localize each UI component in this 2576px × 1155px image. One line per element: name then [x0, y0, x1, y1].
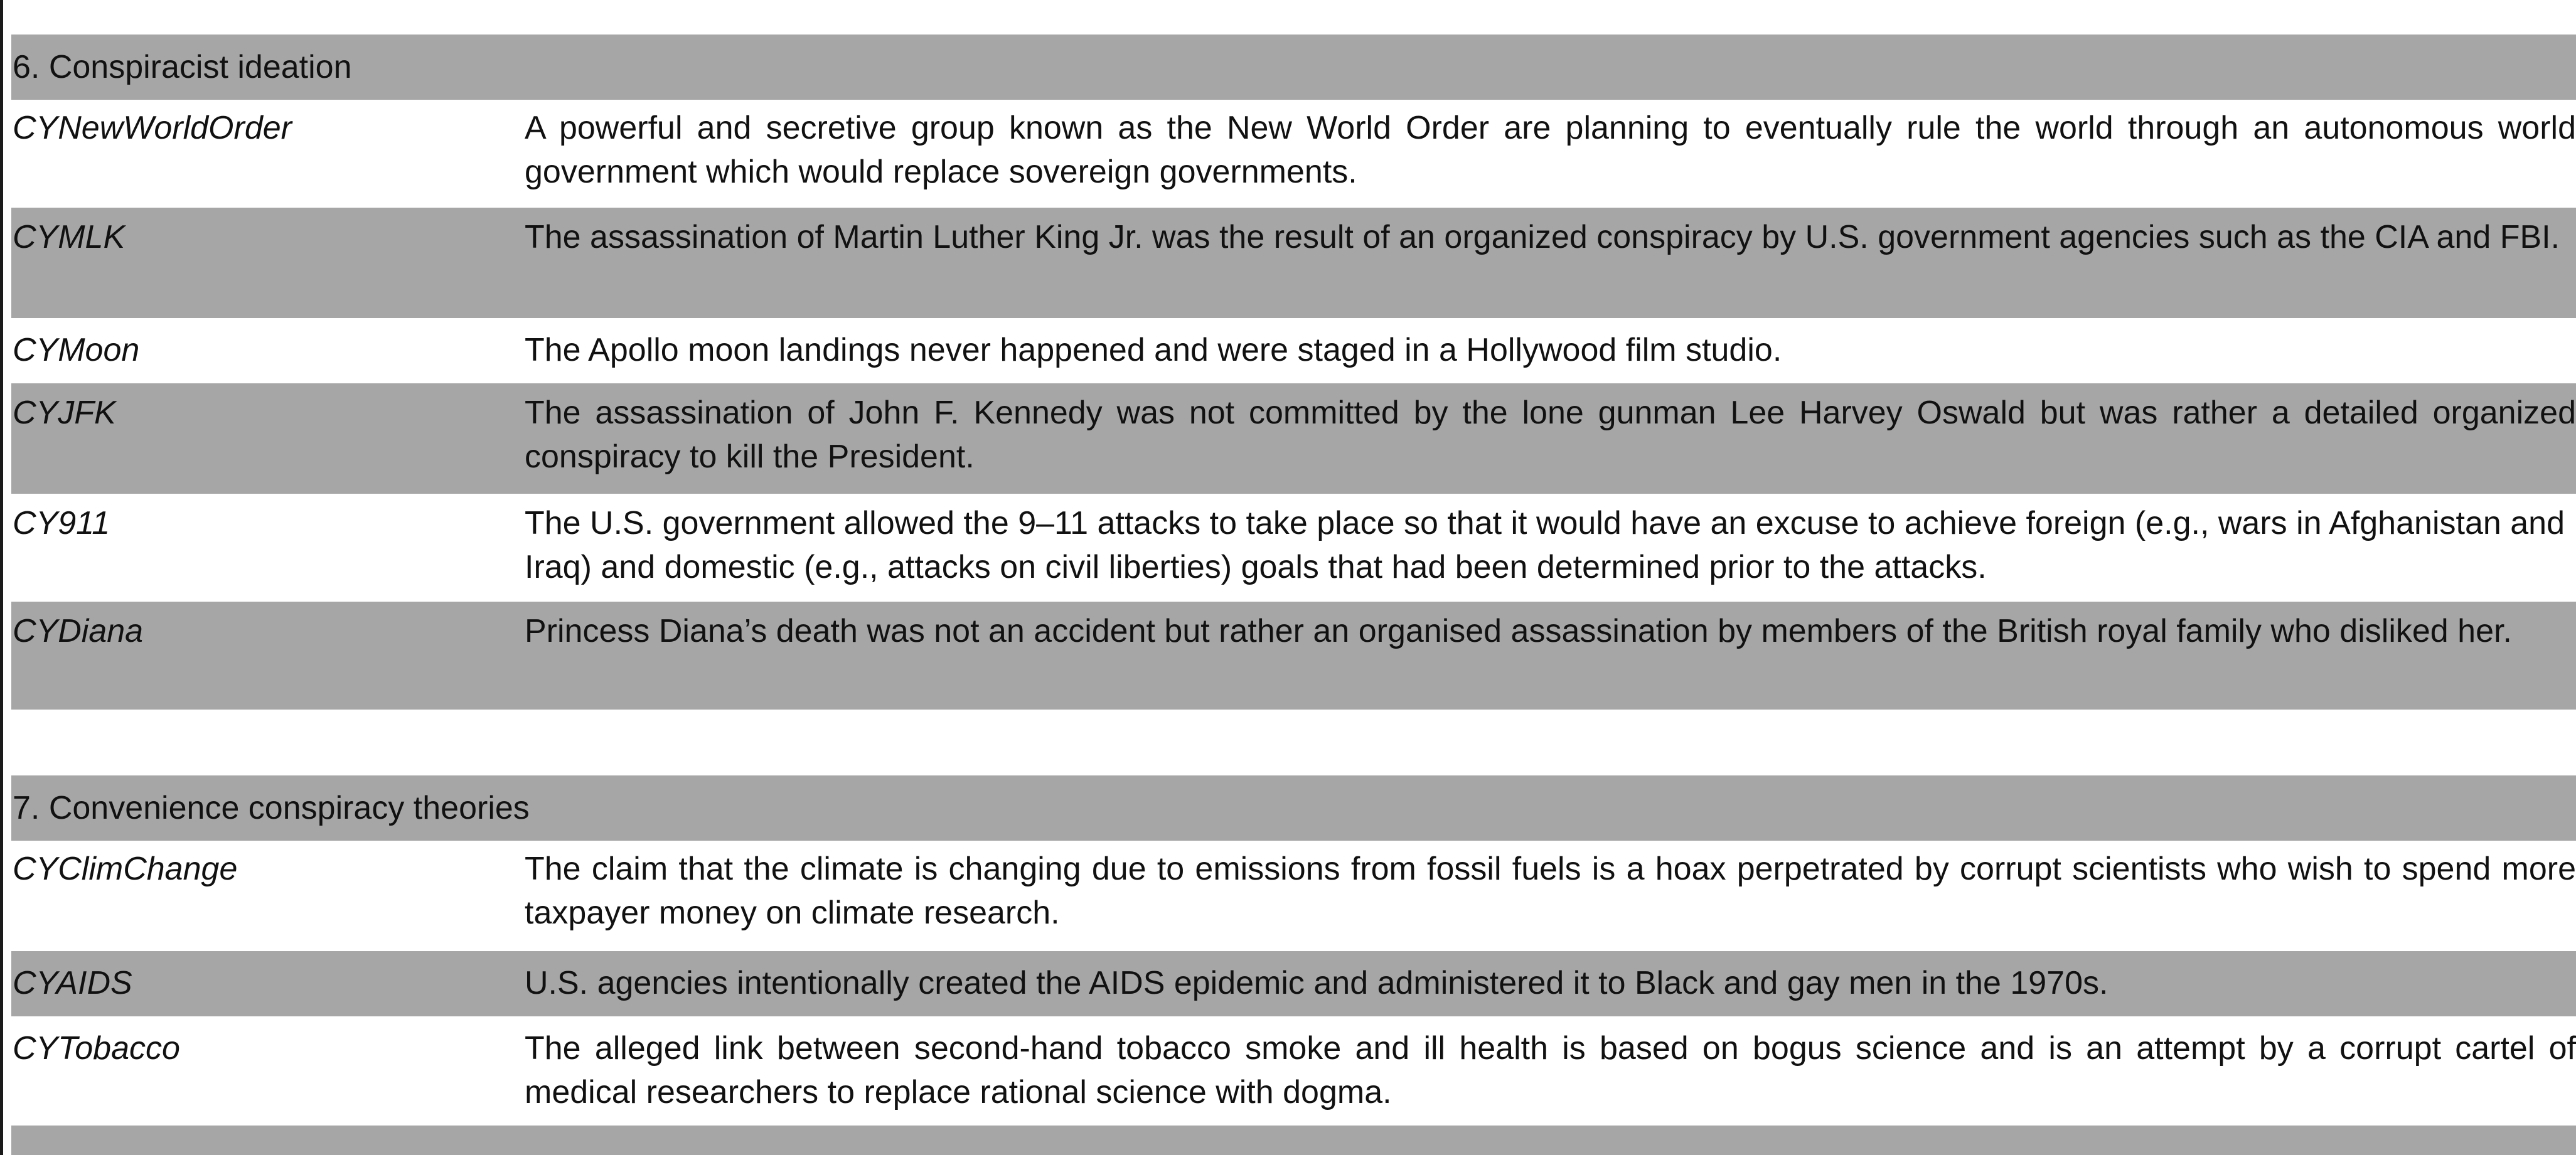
table-row-partial	[11, 1126, 2576, 1155]
table-left-border	[0, 0, 3, 1155]
table-row	[11, 1016, 2576, 1126]
item-code: CYAIDS	[13, 965, 132, 1001]
item-description: The assassination of John F. Kennedy was not committed by the lone gunman Lee Harvey Oswald but was rather a detailed organized conspiracy to kill the President.	[525, 395, 2576, 475]
item-description: Princess Diana’s death was not an accident but rather an organised assassination by members of the British royal family who disliked her.	[525, 613, 2512, 649]
table-row	[11, 847, 2576, 951]
survey-items-table	[11, 0, 2576, 1155]
item-code: CYJFK	[13, 395, 116, 431]
section-header-convenience-conspiracy-theories	[11, 775, 2576, 841]
table-row	[11, 318, 2576, 383]
item-description: The claim that the climate is changing due to emissions from fossil fuels is a hoax perpetrated by corrupt scientists who wish to spend more taxpayer money on climate research.	[525, 851, 2576, 931]
item-code: CYMoon	[13, 332, 140, 368]
item-code: CYClimChange	[13, 851, 238, 887]
item-description: U.S. agencies intentionally created the AIDS epidemic and administered it to Black and gay men in the 1970s.	[525, 965, 2108, 1001]
section-title: 6. Conspiracist ideation	[13, 49, 352, 85]
item-description: The assassination of Martin Luther King Jr. was the result of an organized conspiracy by U.S. government agencies such as the CIA and FBI.	[525, 219, 2560, 255]
section-title: 7. Convenience conspiracy theories	[13, 790, 530, 826]
item-code: CY911	[13, 505, 110, 541]
item-code: CYDiana	[13, 613, 144, 649]
section-header-conspiracist-ideation	[11, 35, 2576, 100]
table-row	[11, 951, 2576, 1016]
table-row	[11, 602, 2576, 710]
item-description: The U.S. government allowed the 9–11 attacks to take place so that it would have an excuse to achieve foreign (e.g., wars in Afghanistan and Iraq) and domestic (e.g., attacks on civil liberties) goals that had been determined prior to the attacks.	[525, 505, 2565, 585]
item-code: CYNewWorldOrder	[13, 110, 292, 146]
item-description: The Apollo moon landings never happened and were staged in a Hollywood film studio.	[525, 332, 1782, 368]
item-code: CYTobacco	[13, 1030, 180, 1067]
item-description: The alleged link between second-hand tobacco smoke and ill health is based on bogus science and is an attempt by a corrupt cartel of medical researchers to replace rational science with dogma.	[525, 1030, 2576, 1110]
table-row	[11, 494, 2576, 602]
item-description: A powerful and secretive group known as the New World Order are planning to eventually rule the world through an autonomous world government which would replace sovereign governments.	[525, 110, 2576, 190]
table-row	[11, 106, 2576, 208]
table-row	[11, 208, 2576, 318]
item-code: CYMLK	[13, 219, 126, 255]
table-row	[11, 383, 2576, 494]
